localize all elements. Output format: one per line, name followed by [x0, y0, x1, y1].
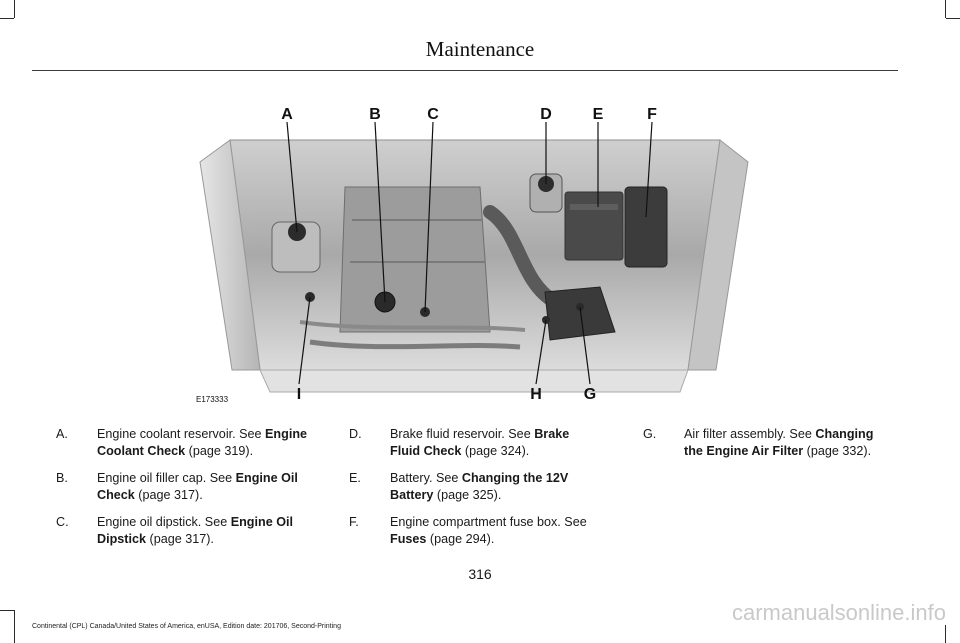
crop-mark: [946, 18, 960, 19]
legend-letter: F.: [349, 515, 359, 529]
legend-ref-link[interactable]: Brake Fluid Check: [390, 427, 570, 458]
legend-letter: B.: [56, 471, 68, 485]
legend-column-2: [349, 426, 601, 558]
front-bumper: [260, 370, 688, 392]
legend-item-C: [56, 514, 316, 548]
crop-mark: [14, 610, 15, 643]
callout-H: H: [530, 386, 542, 403]
legend-ref-link[interactable]: Engine Coolant Check: [97, 427, 308, 458]
legend-ref-link[interactable]: Changing the Engine Air Filter: [684, 427, 874, 458]
fuse-box: [625, 187, 667, 267]
page-number: 316: [468, 566, 492, 582]
legend-letter: A.: [56, 427, 68, 441]
crop-mark: [945, 0, 946, 18]
crop-mark: [0, 18, 14, 19]
legend-letter: E.: [349, 471, 361, 485]
legend-ref-link[interactable]: Engine Oil Check: [97, 471, 298, 502]
legend-page: (page 325).: [433, 488, 502, 502]
legend-page: (page 294).: [426, 532, 495, 546]
legend-text: Engine coolant reservoir. See: [97, 427, 266, 441]
legend-ref-link[interactable]: Engine Oil Dipstick: [97, 515, 293, 546]
callout-F: F: [647, 106, 657, 123]
legend-ref-link[interactable]: Changing the 12V Battery: [390, 471, 569, 502]
callout-I: I: [296, 386, 302, 403]
legend-text: Battery. See: [390, 471, 462, 485]
battery: [565, 192, 623, 260]
figure-id: E173333: [196, 395, 229, 404]
legend-item-A: [56, 426, 316, 460]
legend-letter: D.: [349, 427, 362, 441]
legend-text: Engine compartment fuse box. See: [390, 515, 587, 529]
legend-item-G: [643, 426, 893, 460]
crop-mark: [14, 0, 15, 18]
legend-page: (page 317).: [134, 488, 203, 502]
callout-E: E: [592, 106, 604, 123]
legend-page: (page 332).: [803, 444, 872, 458]
legend-item-B: [56, 470, 316, 504]
callout-A: A: [281, 106, 293, 123]
legend-ref-link[interactable]: Fuses: [390, 532, 427, 546]
legend-text: Air filter assembly. See: [684, 427, 816, 441]
legend-text: Brake fluid reservoir. See: [390, 427, 535, 441]
engine-cover: [340, 187, 490, 332]
legend-letter: C.: [56, 515, 69, 529]
crop-mark: [945, 625, 946, 643]
legend-page: (page 324).: [461, 444, 530, 458]
header-rule: [32, 70, 898, 71]
engine-compartment-figure: [160, 92, 780, 412]
legend-page: (page 319).: [185, 444, 254, 458]
legend-page: (page 317).: [146, 532, 214, 546]
callout-G: G: [583, 386, 597, 403]
callout-D: D: [540, 106, 552, 123]
engine-compartment-illustration: [160, 92, 780, 412]
legend-letter: G.: [643, 427, 657, 441]
legend-column-1: [56, 426, 316, 558]
legend-text: Engine oil dipstick. See: [97, 515, 231, 529]
watermark: carmanualsonline.info: [731, 600, 946, 625]
legend-column-3: [643, 426, 893, 470]
edition-footer: Continental (CPL) Canada/United States of America, enUSA, Edition date: 201706, Second-Printing: [32, 623, 341, 630]
callout-B: B: [369, 106, 381, 123]
legend-item-D: [349, 426, 601, 460]
page-title: Maintenance: [425, 37, 535, 61]
crop-mark: [0, 610, 14, 611]
legend-item-E: [349, 470, 601, 504]
legend-text: Engine oil filler cap. See: [97, 471, 236, 485]
callout-C: C: [427, 106, 439, 123]
legend-item-F: [349, 514, 601, 548]
